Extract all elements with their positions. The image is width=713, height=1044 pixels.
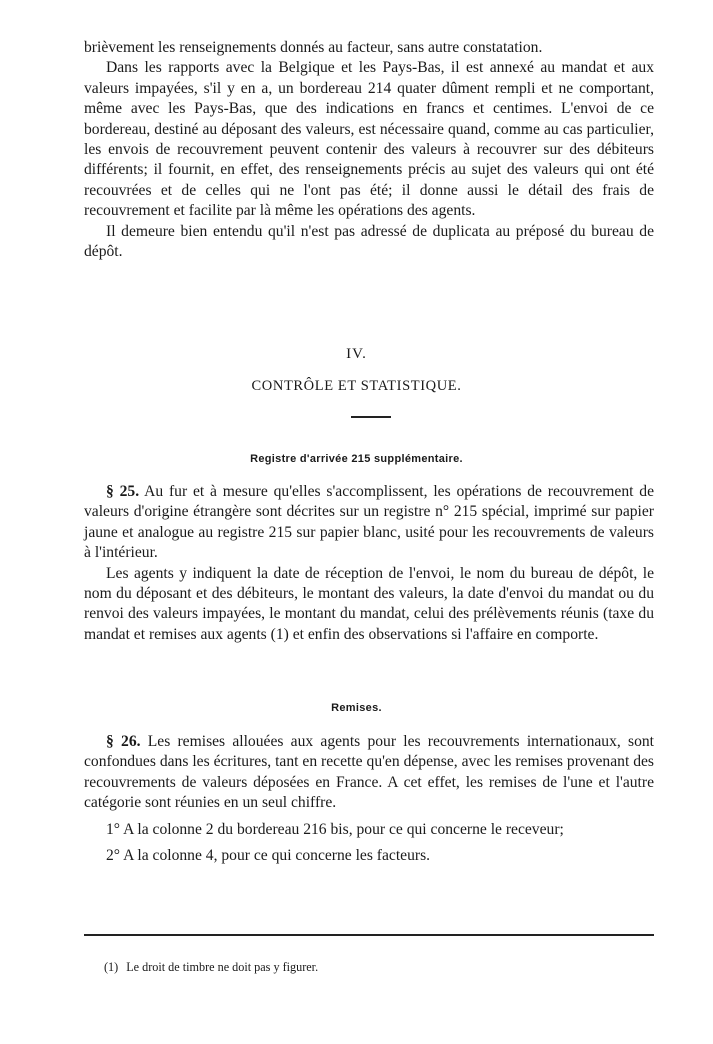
subheading-registre: Registre d'arrivée 215 supplémentaire.: [250, 453, 463, 465]
paragraph-26: [84, 732, 654, 814]
footnote-marker: (1): [104, 960, 119, 974]
footnote-text: Le droit de timbre ne doit pas y figurer.: [126, 960, 319, 974]
paragraph-26-text: Les remises allouées aux agents pour les recouvrements internationaux, sont confondues dans les écritures, tant en recette qu'en dépense, avec les remises provenant des recouvrements de valeurs déposées en France. A cet effet, les remises de l'une et l'autre catégorie sont réunies en un seul chiffre.: [84, 733, 654, 812]
remises-block: [84, 732, 654, 866]
subheading-remises: Remises.: [331, 702, 382, 714]
footnote-divider: [84, 934, 654, 936]
footnote: [104, 960, 318, 975]
paragraph-belgique: Dans les rapports avec la Belgique et les Pays-Bas, il est annexé au mandat et aux valeurs impayées, s'il y en a, un bordereau 214 quater dûment rempli et ne comportant, même avec les Pays-Bas, que des indications en francs et centimes. L'envoi de ce bordereau, destiné au déposant des valeurs, est nécessaire quand, comme au cas particulier, les envois de recouvrement peuvent contenir des valeurs à recouvrer sur des débiteurs différents; il fournit, en effet, des renseignements précis au sujet des valeurs qui ont été recouvrées et de celles qui ne l'ont pas été; il donne aussi le détail des frais de recouvrement et facilite par là même les opérations des agents.: [84, 59, 654, 220]
list-item-facteurs: 2° A la colonne 4, pour ce qui concerne les facteurs.: [106, 847, 431, 865]
paragraph-duplicata: Il demeure bien entendu qu'il n'est pas adressé de duplicata au préposé du bureau de dépôt.: [84, 222, 654, 261]
paragraph-agents: Les agents y indiquent la date de réception de l'envoi, le nom du bureau de dépôt, le nom du déposant et des débiteurs, le montant des valeurs, la date d'envoi du mandat ou du renvoi des valeurs impayées, le montant du mandat, celui des prélèvements réunis (taxe du mandat et remises aux agents (1) et enfin des observations si l'affaire en comporte.: [84, 564, 654, 643]
short-divider: [351, 416, 391, 418]
paragraph-25-text: Au fur et à mesure qu'elles s'accomplissent, les opérations de recouvrement de valeurs d'origine étrangère sont décrites sur un registre n° 215 spécial, imprimé sur papier jaune et analogue au registre 215 sur papier blanc, usité pour les recouvrements de valeurs à l'intérieur.: [84, 483, 655, 562]
section-title: CONTRÔLE ET STATISTIQUE.: [251, 378, 462, 394]
registre-block: [84, 482, 654, 645]
top-text-block: [84, 38, 654, 262]
paragraph-continuation: brièvement les renseignements donnés au facteur, sans autre constatation.: [84, 39, 543, 56]
section-number: IV.: [346, 346, 367, 362]
paragraph-number: § 25.: [106, 483, 140, 500]
paragraph-25: [84, 482, 654, 564]
list-item-receveur: 1° A la colonne 2 du bordereau 216 bis, pour ce qui concerne le receveur;: [106, 820, 564, 838]
paragraph-number: § 26.: [106, 733, 141, 750]
